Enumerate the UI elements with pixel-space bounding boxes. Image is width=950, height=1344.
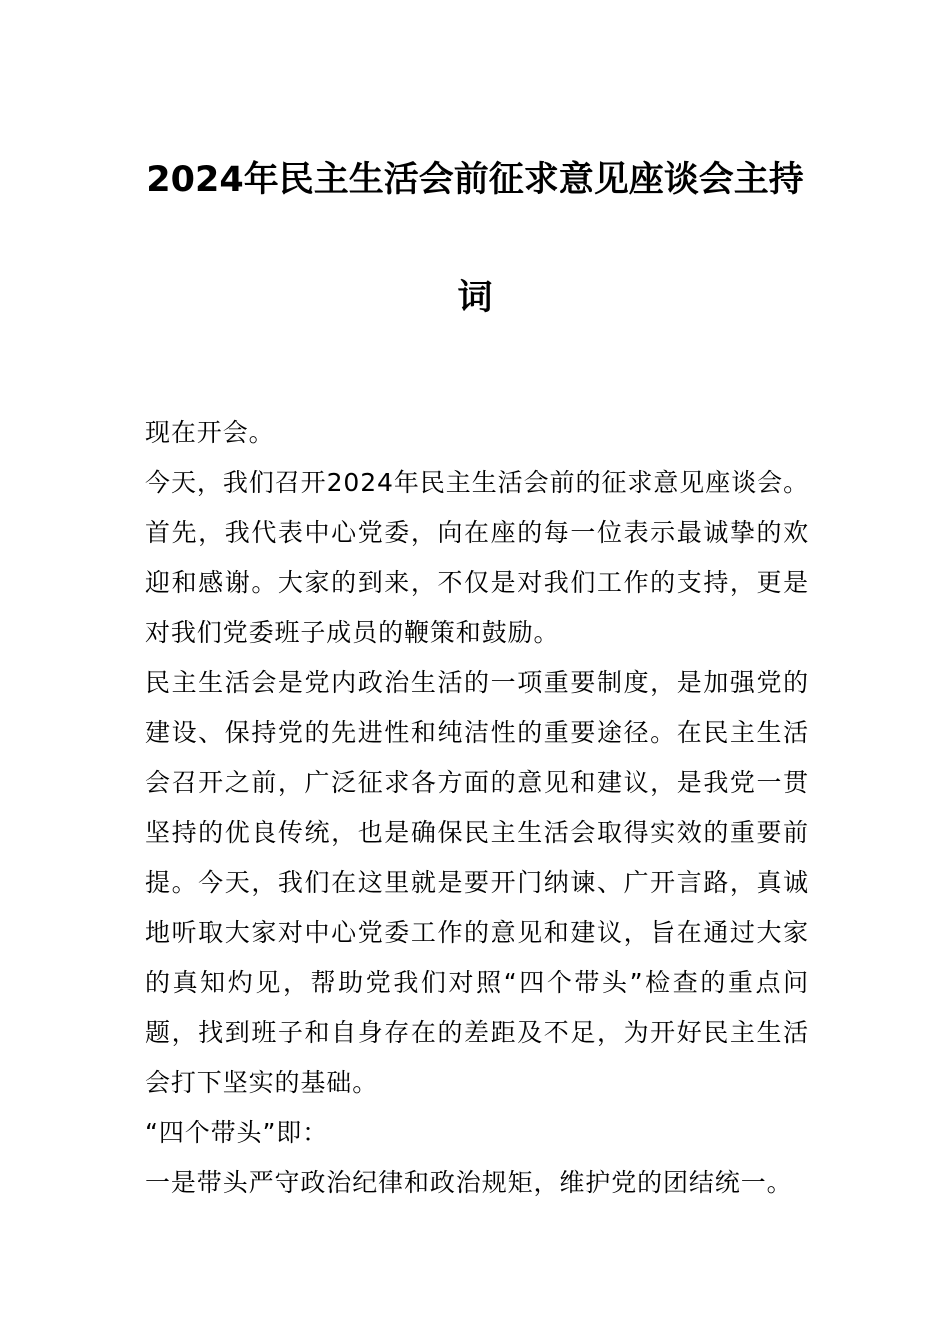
document-body bbox=[145, 408, 809, 1208]
document-title: 2024年民主生活会前征求意见座谈会主持 bbox=[146, 160, 804, 200]
document-title-continuation: 词 bbox=[457, 278, 493, 318]
paragraph-four-leads-heading: “四个带头”即： bbox=[145, 1118, 329, 1147]
paragraph-first-lead: 一是带头严守政治纪律和政治规矩，维护党的团结统一。 bbox=[145, 1168, 793, 1197]
paragraph-purpose: 民主生活会是党内政治生活的一项重要制度，是加强党的建设、保持党的先进性和纯洁性的重要途径。在民主生活会召开之前，广泛征求各方面的意见和建议，是我党一贯坚持的优良传统，也是确保民主生活会取得实效的重要前提。今天，我们在这里就是要开门纳谏、广开言路，真诚地听取大家对中心党委工作的意见和建议，旨在通过大家的真知灼见，帮助党我们对照“四个带头”检查的重点问题，找到班子和自身存在的差距及不足，为开好民主生活会打下坚实的基础。 bbox=[145, 668, 809, 1097]
paragraph-opening: 现在开会。 bbox=[145, 418, 275, 447]
paragraph-welcome: 今天，我们召开2024年民主生活会前的征求意见座谈会。首先，我代表中心党委，向在座的每一位表示最诚挚的欢迎和感谢。大家的到来，不仅是对我们工作的支持，更是对我们党委班子成员的鞭策和鼓励。 bbox=[145, 468, 809, 647]
